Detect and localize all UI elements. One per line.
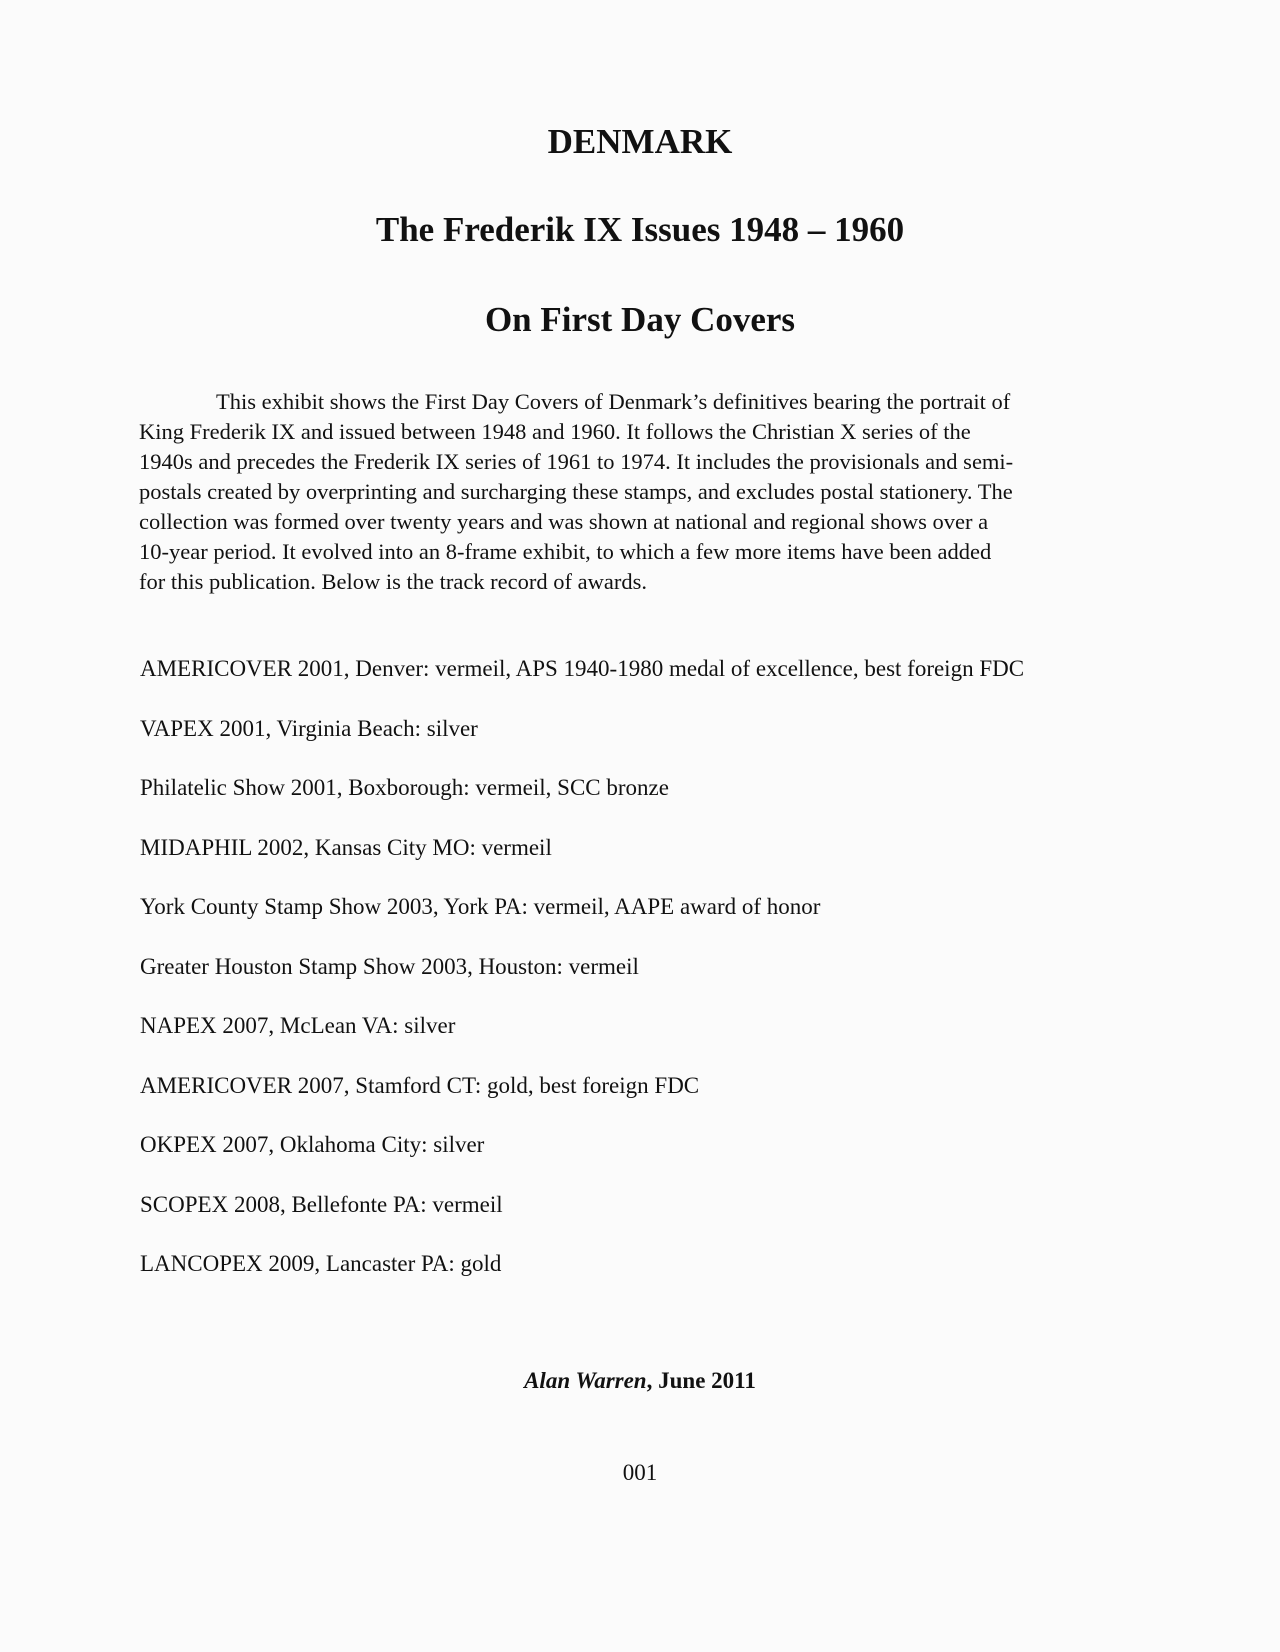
document-title: DENMARK (547, 122, 733, 161)
award-item: Greater Houston Stamp Show 2003, Houston: vermeil (140, 953, 639, 979)
award-item: LANCOPEX 2009, Lancaster PA: gold (140, 1251, 502, 1276)
signature (0, 1368, 1280, 1394)
document-subtitle: The Frederik IX Issues 1948 – 1960 (375, 210, 905, 249)
intro-line: This exhibit shows the First Day Covers of Denmark’s definitives bearing the portrait of (216, 389, 1011, 414)
intro-line: collection was formed over twenty years and was shown at national and regional shows over a (139, 509, 989, 534)
intro-line: for this publication. Below is the track record of awards. (139, 569, 647, 594)
award-item: SCOPEX 2008, Bellefonte PA: vermeil (140, 1191, 503, 1217)
intro-line: 1940s and precedes the Frederik IX series of 1961 to 1974. It includes the provisionals and semi- (139, 449, 1014, 474)
signature-author: Alan Warren (524, 1368, 647, 1393)
intro-paragraph (139, 387, 1149, 597)
award-item: MIDAPHIL 2002, Kansas City MO: vermeil (140, 834, 552, 860)
signature-date: , June 2011 (646, 1368, 756, 1393)
intro-line: King Frederik IX and issued between 1948 and 1960. It follows the Christian X series of the (139, 419, 971, 444)
intro-line: 10-year period. It evolved into an 8-frame exhibit, to which a few more items have been added (139, 539, 992, 564)
award-item: AMERICOVER 2001, Denver: vermeil, APS 1940-1980 medal of excellence, best foreign FDC (140, 656, 1025, 681)
award-item: AMERICOVER 2007, Stamford CT: gold, best foreign FDC (140, 1072, 700, 1098)
award-item: York County Stamp Show 2003, York PA: vermeil, AAPE award of honor (140, 894, 821, 919)
award-item: VAPEX 2001, Virginia Beach: silver (140, 715, 478, 741)
intro-line: postals created by overprinting and surcharging these stamps, and excludes postal stationery. The (139, 479, 1013, 504)
page-number: 001 (622, 1460, 658, 1485)
awards-list (140, 654, 1180, 1309)
document-subtitle-secondary: On First Day Covers (484, 300, 796, 339)
award-item: NAPEX 2007, McLean VA: silver (140, 1013, 456, 1038)
award-item: Philatelic Show 2001, Boxborough: vermeil, SCC bronze (140, 775, 669, 800)
award-item: OKPEX 2007, Oklahoma City: silver (140, 1132, 485, 1157)
